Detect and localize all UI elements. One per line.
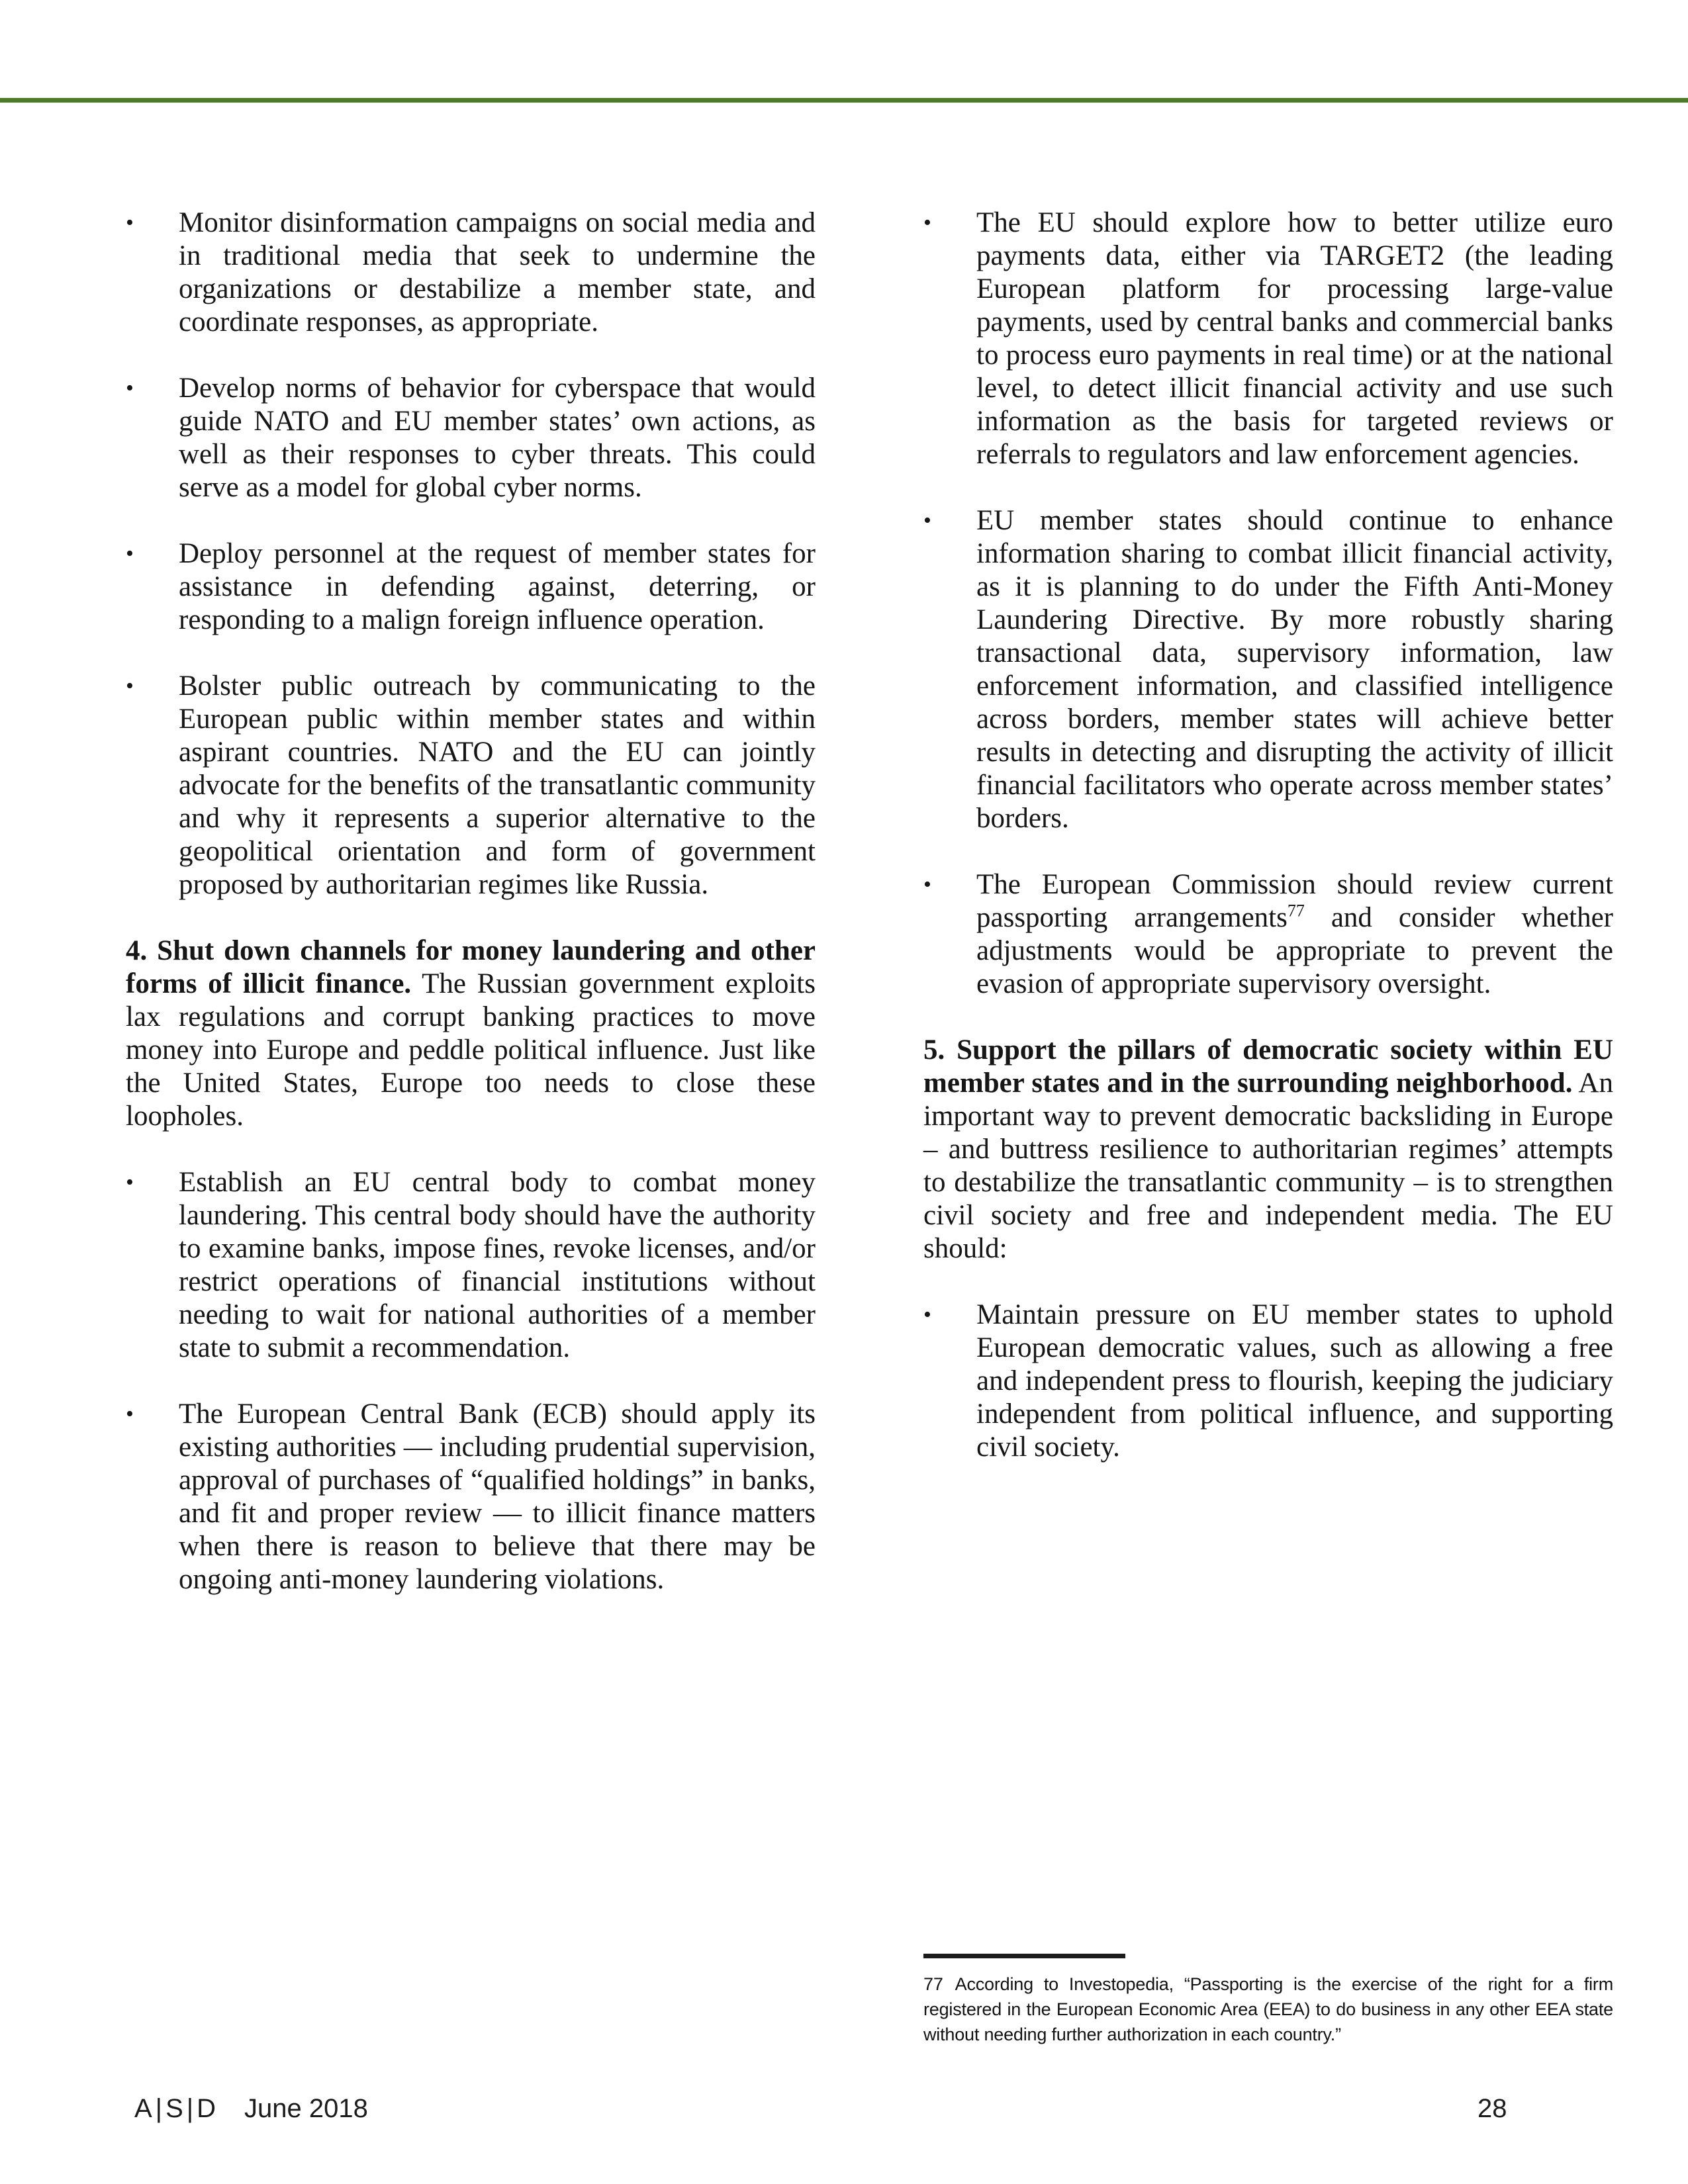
bullet-icon: •	[126, 1402, 134, 1426]
list-item	[126, 372, 816, 504]
footnote-number: 77	[923, 1974, 943, 1994]
bullet-text: Maintain pressure on EU member states to uphold European democratic values, such as allowing a free and independent press to flourish, keeping the judiciary independent from political influence, and supporting civil society.	[976, 1299, 1613, 1463]
list-item	[923, 206, 1613, 471]
bullet-text-pre: The European Commission should review current passporting arrangements	[976, 869, 1613, 933]
bullet-icon: •	[923, 508, 931, 533]
list-item	[126, 1398, 816, 1596]
footnote-text: According to Investopedia, “Passporting is the exercise of the right for a firm registered in the European Economic Area (EEA) to do business in any other EEA state without needing further authorization in each country.”	[923, 1974, 1613, 2044]
bullet-icon: •	[126, 1170, 134, 1195]
list-item	[923, 504, 1613, 835]
section-4-body: The Russian government exploits lax regulations and corrupt banking practices to move money into Europe and peddle political influence. Just like the United States, Europe too needs to close these loopholes.	[126, 968, 816, 1132]
bullet-icon: •	[126, 376, 134, 400]
section-4-heading: 4. Shut down channels for money laundering and other forms of illicit finance.	[126, 935, 816, 999]
bullet-text: EU member states should continue to enhance information sharing to combat illicit financial activity, as it is planning to do under the Fifth Anti-Money Laundering Directive. By more robustly sharing transactional data, supervisory information, law enforcement information, and classified intelligence across borders, member states will achieve better results in detecting and disrupting the activity of illicit financial facilitators who operate across member states’ borders.	[976, 505, 1613, 834]
footnote-reference-77: 77	[1287, 901, 1305, 921]
footer-date: June 2018	[244, 2094, 368, 2123]
bullet-text-post: and consider whether adjustments would be appropriate to prevent the evasion of appropriate supervisory oversight.	[976, 902, 1613, 999]
list-item	[923, 1298, 1613, 1464]
bullet-icon: •	[923, 1302, 931, 1327]
left-column	[126, 206, 816, 1629]
right-column	[923, 206, 1613, 1497]
bullet-icon: •	[923, 210, 931, 235]
footnote-block	[923, 1954, 1613, 2047]
section-4-paragraph	[126, 934, 816, 1133]
list-item	[126, 206, 816, 339]
top-accent-rule	[0, 98, 1688, 103]
bullet-text: Bolster public outreach by communicating to the European public within member states and within aspirant countries. NATO and the EU can jointly advocate for the benefits of the transatlantic community and why it represents a superior alternative to the geopolitical orientation and form of government proposed by authoritarian regimes like Russia.	[179, 670, 816, 900]
bullet-text: Deploy personnel at the request of member states for assistance in defending against, deterring, or responding to a malign foreign influence operation.	[179, 538, 816, 635]
bullet-text: Establish an EU central body to combat money laundering. This central body should have the authority to examine banks, impose fines, revoke licenses, and/or restrict operations of financial institutions without needing to wait for national authorities of a member state to submit a recommendation.	[179, 1167, 816, 1363]
footnote-divider	[923, 1954, 1125, 1958]
bullet-icon: •	[126, 674, 134, 698]
list-item	[126, 537, 816, 637]
bullet-icon: •	[923, 872, 931, 897]
bullet-text: The European Central Bank (ECB) should apply its existing authorities — including prudential supervision, approval of purchases of “qualified holdings” in banks, and fit and proper review — to illicit finance matters when there is reason to believe that there may be ongoing anti-money laundering violations.	[179, 1398, 816, 1595]
bullet-icon: •	[126, 210, 134, 235]
section-5-heading: 5. Support the pillars of democratic society within EU member states and in the surrounding neighborhood.	[923, 1034, 1613, 1099]
section-5-body: An important way to prevent democratic backsliding in Europe – and buttress resilience to authoritarian regimes’ attempts to destabilize the transatlantic community – is to strengthen civil society and free and independent media. The EU should:	[923, 1068, 1613, 1264]
bullet-text: The EU should explore how to better utilize euro payments data, either via TARGET2 (the leading European platform for processing large-value payments, used by central banks and commercial banks to process euro payments in real time) or at the national level, to detect illicit financial activity and use such information as the basis for targeted reviews or referrals to regulators and law enforcement agencies.	[976, 207, 1613, 470]
bullet-text: Monitor disinformation campaigns on social media and in traditional media that seek to undermine the organizations or destabilize a member state, and coordinate responses, as appropriate.	[179, 207, 816, 338]
page-footer	[134, 2093, 368, 2124]
section-5-paragraph	[923, 1034, 1613, 1265]
bullet-text-with-footnote-ref	[976, 868, 1613, 1001]
page-number: 28	[1477, 2094, 1507, 2123]
list-item	[923, 868, 1613, 1001]
bullet-text: Develop norms of behavior for cyberspace that would guide NATO and EU member states’ own actions, as well as their responses to cyber threats. This could serve as a model for global cyber norms.	[179, 373, 816, 503]
list-item	[126, 1166, 816, 1365]
footer-brand: A|S|D	[134, 2094, 220, 2123]
bullet-icon: •	[126, 541, 134, 566]
list-item	[126, 670, 816, 901]
